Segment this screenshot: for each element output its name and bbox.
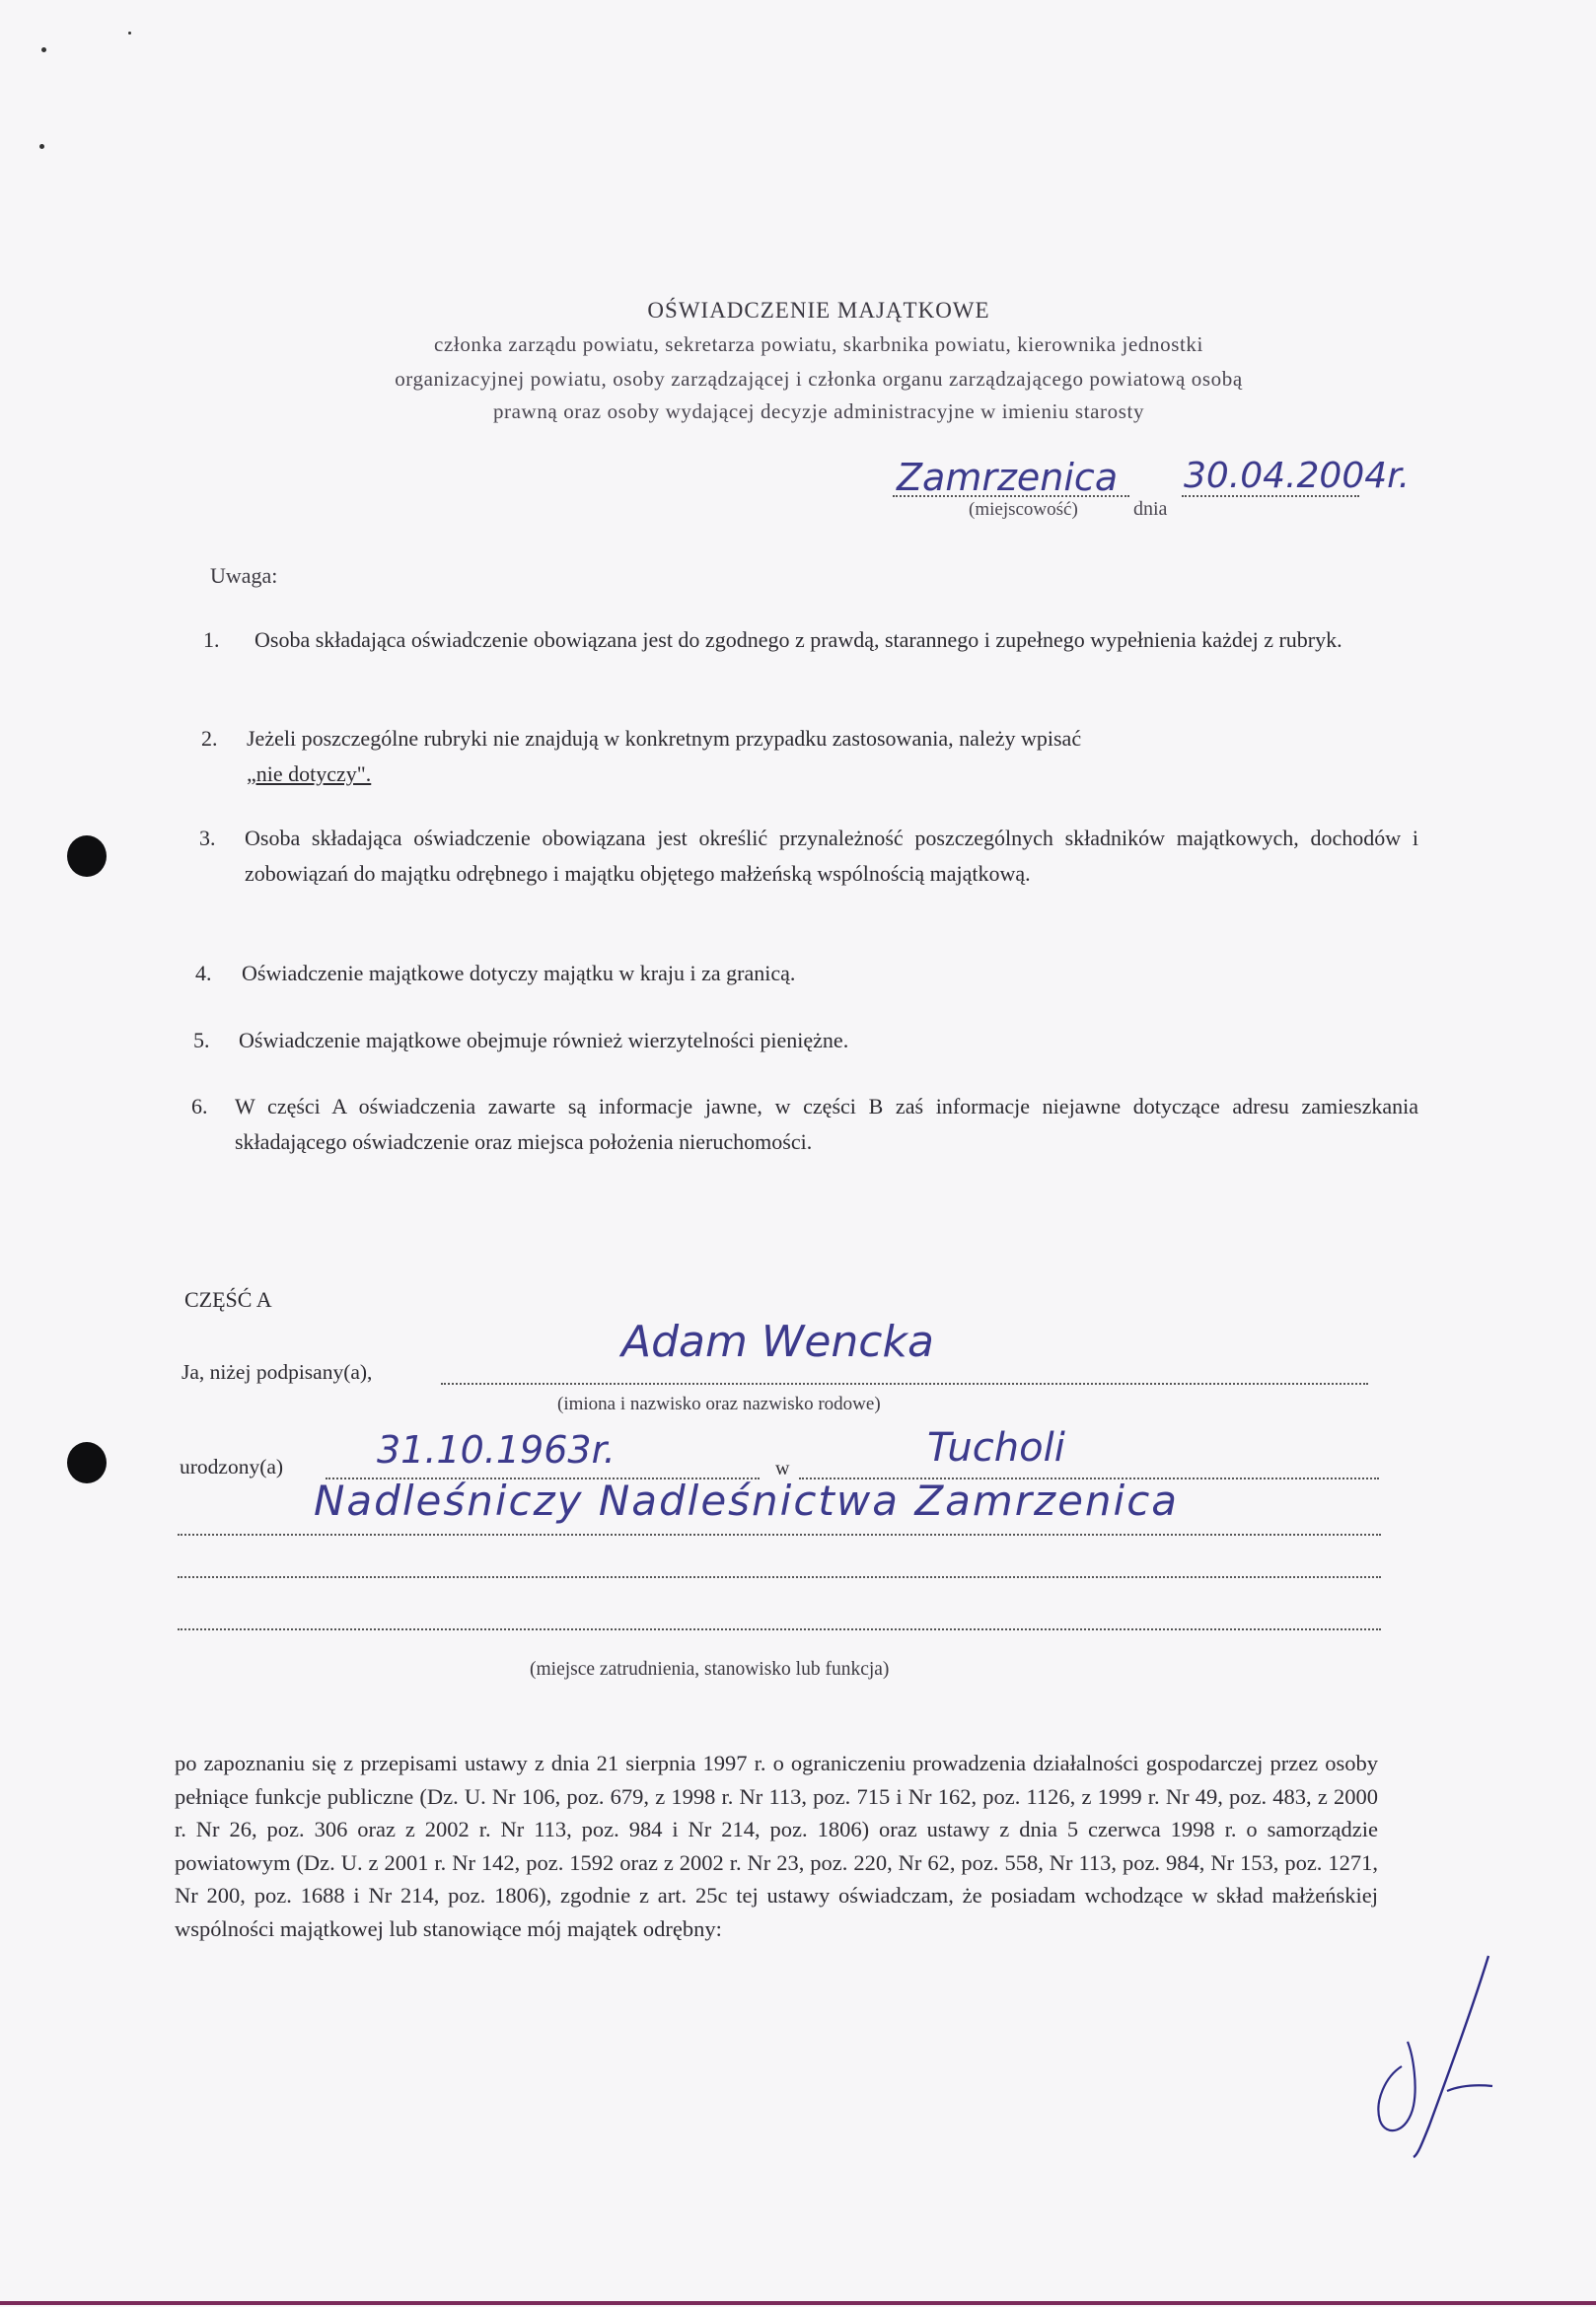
- punch-hole-icon: [67, 1442, 107, 1483]
- note-text: W części A oświadczenia zawarte są informacje jawne, w części B zaś informacje niejawne dotyczące adresu zamieszkania składającego oświadczenie oraz miejsca położenia nieruchomości.: [235, 1094, 1418, 1154]
- scan-speck: [41, 47, 46, 52]
- date-handwriting: 30.04.2004r.: [1184, 456, 1411, 496]
- statement-paragraph: po zapoznaniu się z przepisami ustawy z dnia 21 sierpnia 1997 r. o ograniczeniu prowadzenia działalności gospodarczej przez osoby pełniące funkcje publiczne (Dz. U. Nr 106, poz. 679, z 1998 r. Nr 113, poz. 715 i Nr 162, poz. 1126, z 1999 r. Nr 49, poz. 483, z 2000 r. Nr 26, poz. 306 oraz z 2002 r. Nr 113, poz. 984 i Nr 214, poz. 1806) oraz ustawy z dnia 5 czerwca 1998 r. o samorządzie powiatowym (Dz. U. z 2001 r. Nr 142, poz. 1592 oraz z 2002 r. Nr 23, poz. 220, Nr 62, poz. 558, Nr 113, poz. 984, Nr 153, poz. 1271, Nr 200, poz. 1688 i Nr 214, poz. 1806), zgodnie z art. 25c tej ustawy oświadczam, że posiadam wchodzące w skład małżeńskiej wspólności majątkowej lub stanowiące mój majątek odrębny:: [175, 1751, 1378, 1941]
- note-number: 3.: [199, 826, 216, 850]
- signed-label: Ja, niżej podpisany(a),: [181, 1360, 373, 1384]
- note-text: Osoba składająca oświadczenie obowiązana jest do zgodnego z prawdą, starannego i zupełnego wypełnienia każdej z rubryk.: [254, 627, 1342, 652]
- note-number: 2.: [201, 726, 218, 751]
- not-applicable-quote: „nie dotyczy".: [247, 761, 372, 786]
- birth-place-handwriting: Tucholi: [927, 1425, 1065, 1471]
- place-caption: (miejscowość): [969, 499, 1078, 520]
- scan-speck: [39, 144, 44, 149]
- note-number: 6.: [191, 1094, 208, 1118]
- place-handwriting: Zamrzenica: [897, 456, 1119, 499]
- document-subtitle-line-1: członka zarządu powiatu, sekretarza powiatu, skarbnika powiatu, kierownika jednostki: [434, 332, 1203, 356]
- employment-line: [178, 1534, 1381, 1536]
- initials-signature-icon: [1356, 1948, 1499, 2160]
- document-subtitle-line-3: prawną oraz osoby wydającej decyzje administracyjne w imieniu starosty: [492, 399, 1145, 423]
- document-subtitle-line-2: organizacyjnej powiatu, osoby zarządzającej i członka organu zarządzającego powiatową osobą: [395, 367, 1243, 391]
- notes-heading: Uwaga:: [210, 563, 278, 588]
- birth-place-label: w: [775, 1458, 790, 1479]
- date-label: dnia: [1133, 498, 1168, 520]
- note-number: 4.: [195, 961, 212, 985]
- part-a-heading: CZĘŚĆ A: [184, 1287, 272, 1312]
- scan-speck: [128, 32, 131, 35]
- note-text: Oświadczenie majątkowe dotyczy majątku w kraju i za granicą.: [242, 961, 796, 985]
- birth-date-handwriting: 31.10.1963r.: [377, 1428, 616, 1472]
- document-title: OŚWIADCZENIE MAJĄTKOWE: [647, 298, 990, 323]
- name-field-line: [441, 1383, 1368, 1385]
- employment-caption: (miejsce zatrudnienia, stanowisko lub funkcja): [530, 1659, 890, 1680]
- scan-edge-line: [0, 2301, 1596, 2305]
- name-handwriting: Adam Wencka: [621, 1317, 934, 1367]
- note-text: Jeżeli poszczególne rubryki nie znajdują w konkretnym przypadku zastosowania, należy wpisać „nie dotyczy".: [247, 726, 1082, 786]
- employment-line: [178, 1576, 1381, 1578]
- employment-handwriting: Nadleśniczy Nadleśnictwa Zamrzenica: [314, 1477, 1180, 1525]
- punch-hole-icon: [67, 835, 107, 877]
- born-label: urodzony(a): [180, 1455, 284, 1478]
- note-text: Osoba składająca oświadczenie obowiązana jest określić przynależność poszczególnych składników majątkowych, dochodów i zobowiązań do majątku odrębnego i majątku objętego małżeńską wspólnością majątkową.: [245, 826, 1418, 886]
- name-caption: (imiona i nazwisko oraz nazwisko rodowe): [557, 1394, 881, 1414]
- note-number: 5.: [193, 1028, 210, 1052]
- employment-line: [178, 1628, 1381, 1630]
- note-text: Oświadczenie majątkowe obejmuje również wierzytelności pieniężne.: [239, 1028, 849, 1052]
- note-number: 1.: [203, 627, 220, 652]
